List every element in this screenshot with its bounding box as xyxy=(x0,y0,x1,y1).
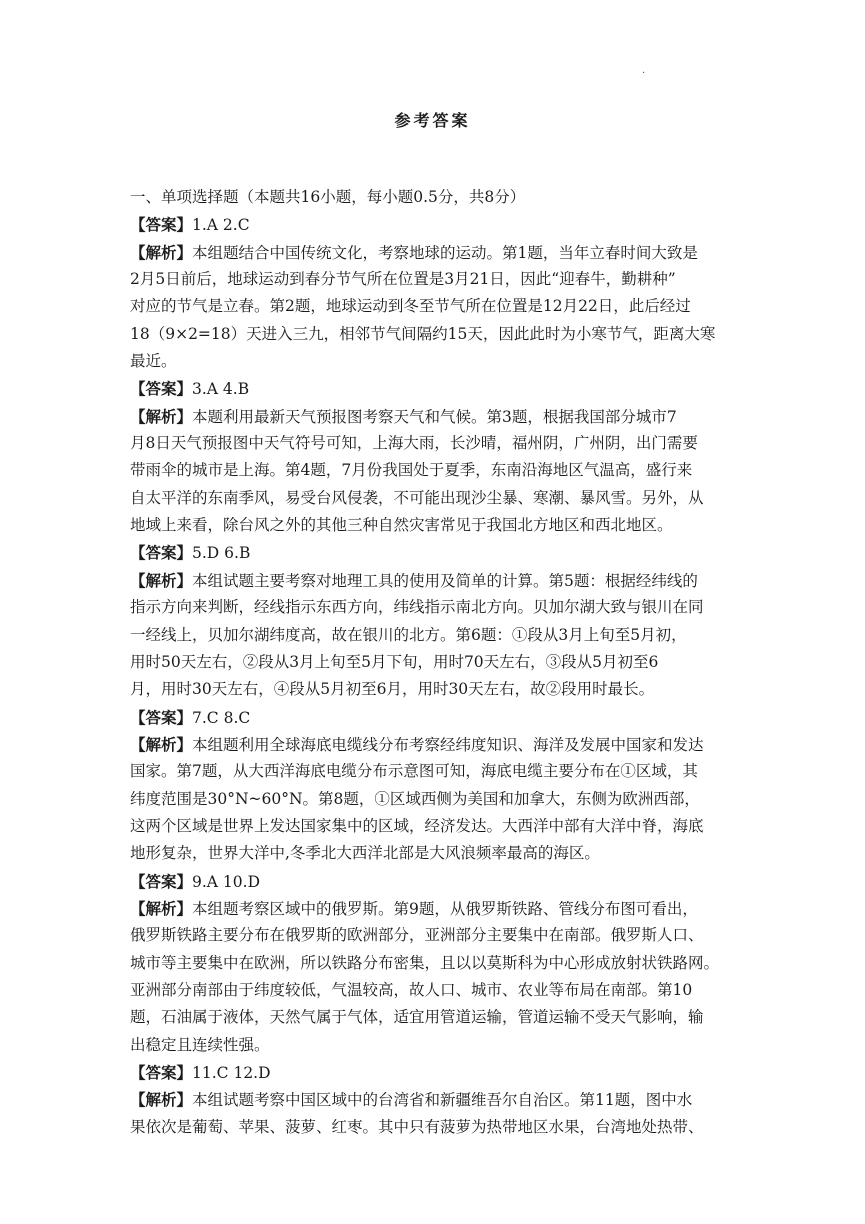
line-text: 纬度范围是30°N~60°N。第8题，①区域西侧为美国和加拿大，东侧为欧洲西部， xyxy=(130,789,700,808)
text-line xyxy=(130,321,736,348)
text-line xyxy=(130,348,736,375)
line-text: 18（9×2=18）天进入三九，相邻节气间隔约15天，因此此时为小寒节气，距离大寒 xyxy=(130,324,716,343)
text-line xyxy=(130,731,736,758)
answer-tag: 【解析】 xyxy=(130,734,193,754)
text-line xyxy=(130,977,736,1004)
text-line xyxy=(130,403,736,430)
text-line xyxy=(130,1004,736,1031)
answer-tag: 【答案】 xyxy=(130,871,193,891)
line-text: 亚洲部分南部由于纬度较低，气温较高，故人口、城市、农业等布局在南部。第10 xyxy=(130,980,693,999)
line-text: 城市等主要集中在欧洲，所以铁路分布密集，且以以莫斯科为中心形成放射状铁路网。 xyxy=(130,953,720,972)
text-line xyxy=(130,266,736,293)
text-line xyxy=(130,786,736,813)
answer-tag: 【解析】 xyxy=(130,242,193,262)
text-line xyxy=(130,704,736,731)
line-text: 一、单项选择题（本题共16小题，每小题0.5分，共8分） xyxy=(130,188,526,206)
answer-tag: 【答案】 xyxy=(130,215,193,235)
line-text: 本组试题主要考察对地理工具的使用及简单的计算。第5题：根据经纬线的 xyxy=(192,571,698,590)
line-text: 国家。第7题，从大西洋海底电缆分布示意图可知，海底电缆主要分布在①区域，其 xyxy=(130,762,698,781)
line-text: 最近。 xyxy=(130,352,177,371)
text-line xyxy=(130,1059,736,1086)
line-text: 本组题利用全球海底电缆线分布考察经纬度知识、海洋及发展中国家和发达 xyxy=(192,735,704,754)
text-line xyxy=(130,430,736,457)
answer-tag: 【解析】 xyxy=(130,406,193,426)
line-text: 月，用时30天左右，④段从5月初至6月，用时30天左右，故②段用时最长。 xyxy=(130,680,655,699)
line-text: 本组题结合中国传统文化，考察地球的运动。第1题，当年立春时间大致是 xyxy=(192,243,698,262)
line-text: 俄罗斯铁路主要分布在俄罗斯的欧洲部分，亚洲部分主要集中在南部。俄罗斯人口、 xyxy=(130,926,704,945)
line-text: 7.C 8.C xyxy=(192,708,251,727)
line-text: 出稳定且连续性强。 xyxy=(130,1035,270,1054)
text-line xyxy=(130,649,736,676)
answer-tag: 【答案】 xyxy=(130,1063,193,1082)
text-line xyxy=(130,211,736,238)
line-text: 1.A 2.C xyxy=(192,216,250,235)
line-text: 指示方向来判断，经线指示东西方向，纬线指示南北方向。贝加尔湖大致与银川在同 xyxy=(130,598,704,617)
page-title: 参考答案 xyxy=(394,111,471,130)
text-line xyxy=(130,457,736,484)
line-text: 月8日天气预报图中天气符号可知，上海大雨，长沙晴，福州阴，广州阴，出门需要 xyxy=(130,434,698,453)
line-text: 本题利用最新天气预报图考察天气和气候。第3题，根据我国部分城市7 xyxy=(192,407,677,426)
text-line xyxy=(130,622,736,649)
text-line xyxy=(130,1032,736,1059)
text-line xyxy=(130,539,736,566)
line-text: 自太平洋的东南季风，易受台风侵袭，不可能出现沙尘暴、寒潮、暴风雪。另外，从 xyxy=(130,488,704,507)
line-text: 用时50天左右，②段从3月上旬至5月下旬，用时70天左右，③段从5月初至6 xyxy=(130,652,659,671)
answer-tag: 【解析】 xyxy=(130,570,193,590)
text-line xyxy=(130,184,736,211)
line-text: 本组试题考察中国区域中的台湾省和新疆维吾尔自治区。第11题，图中水 xyxy=(192,1091,693,1110)
line-text: 题，石油属于液体，天然气属于气体，适宜用管道运输，管道运输不受天气影响，输 xyxy=(130,1008,704,1027)
text-line xyxy=(130,758,736,785)
text-line xyxy=(130,293,736,320)
line-text: 2月5日前后，地球运动到春分节气所在位置是3月21日，因此“迎春牛，勤耕种” xyxy=(130,270,676,289)
answer-tag: 【答案】 xyxy=(130,379,193,399)
text-line xyxy=(130,512,736,539)
line-text: 地形复杂，世界大洋中,冬季北大西洋北部是大风浪频率最高的海区。 xyxy=(130,844,600,863)
answer-tag: 【答案】 xyxy=(130,543,193,563)
text-line xyxy=(130,375,736,402)
text-line xyxy=(130,1114,736,1141)
answer-body xyxy=(130,184,736,1141)
page-mark: · xyxy=(642,68,646,79)
text-line xyxy=(130,485,736,512)
line-text: 5.D 6.B xyxy=(192,544,251,563)
line-text: 9.A 10.D xyxy=(192,872,261,891)
line-text: 带雨伞的城市是上海。第4题，7月份我国处于夏季，东南沿海地区气温高，盛行来 xyxy=(130,461,693,480)
line-text: 对应的节气是立春。第2题，地球运动到冬至节气所在位置是12月22日，此后经过 xyxy=(130,297,691,316)
answer-tag: 【解析】 xyxy=(130,898,193,918)
text-line xyxy=(130,840,736,867)
line-text: 地域上来看，除台风之外的其他三种自然灾害常见于我国北方地区和西北地区。 xyxy=(130,516,673,535)
text-line xyxy=(130,567,736,594)
text-line xyxy=(130,895,736,922)
answer-tag: 【答案】 xyxy=(130,707,193,727)
text-line xyxy=(130,594,736,621)
line-text: 3.A 4.B xyxy=(192,380,250,399)
text-line xyxy=(130,239,736,266)
text-line xyxy=(130,868,736,895)
line-text: 一经线上，贝加尔湖纬度高，故在银川的北方。第6题：①段从3月上旬至5月初， xyxy=(130,625,687,644)
line-text: 11.C 12.D xyxy=(192,1064,271,1082)
line-text: 本组题考察区域中的俄罗斯。第9题，从俄罗斯铁路、管线分布图可看出， xyxy=(192,899,698,918)
line-text: 果依次是葡萄、苹果、菠萝、红枣。其中只有菠萝为热带地区水果，台湾地处热带、 xyxy=(130,1117,704,1136)
text-line xyxy=(130,813,736,840)
text-line xyxy=(130,676,736,703)
text-line xyxy=(130,922,736,949)
answer-tag: 【解析】 xyxy=(130,1090,193,1110)
text-line xyxy=(130,950,736,977)
line-text: 这两个区域是世界上发达国家集中的区域，经济发达。大西洋中部有大洋中脊，海底 xyxy=(130,816,704,835)
text-line xyxy=(130,1086,736,1113)
